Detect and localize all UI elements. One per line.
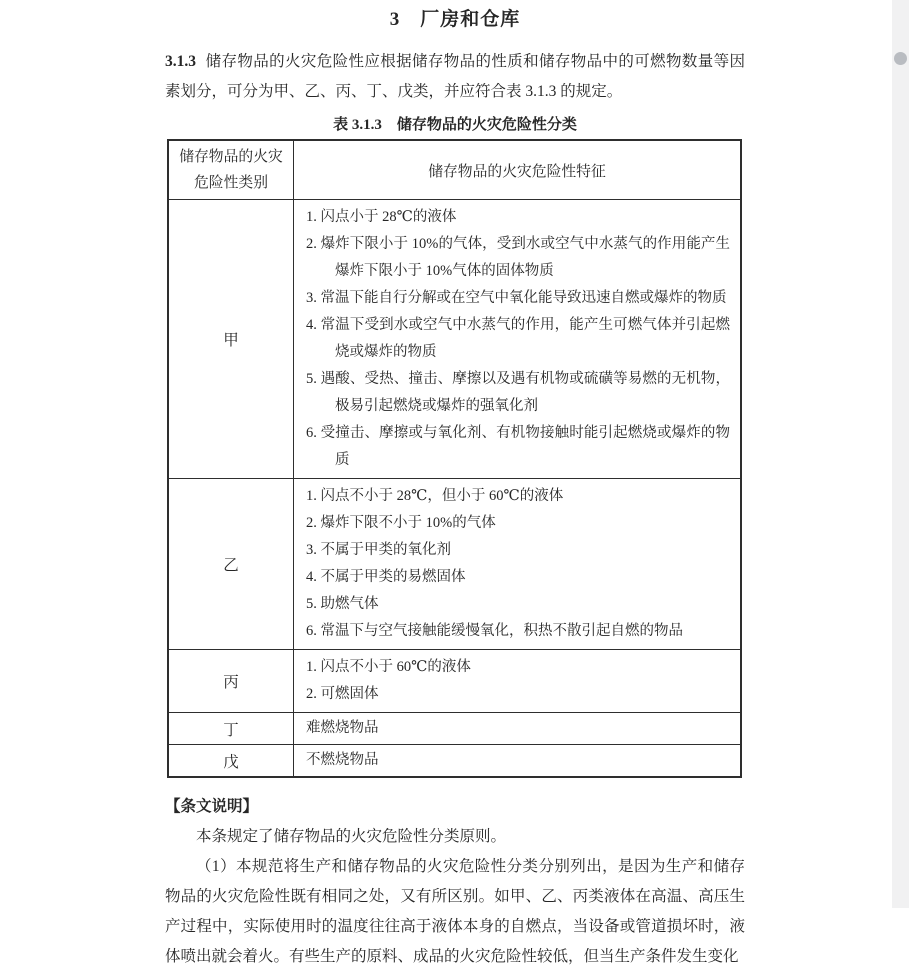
category-label: 乙: [168, 479, 294, 650]
feature-item: 6. 常温下与空气接触能缓慢氧化，积热不散引起自燃的物品: [306, 623, 683, 639]
table-row: [168, 745, 741, 778]
clause-paragraph: [165, 47, 745, 107]
feature-item: 不燃烧物品: [306, 752, 379, 768]
feature-list: [294, 200, 742, 479]
table-row: [168, 713, 741, 745]
table-caption: 表 3.1.3 储存物品的火灾危险性分类: [333, 117, 577, 133]
commentary-paragraph: （1）本规范将生产和储存物品的火灾危险性分类分别列出，是因为生产和储存物品的火灾危险性既有相同之处，又有所区别。如甲、乙、丙类液体在高温、高压生产过程中，实际使用时的温度往往高于液体本身的自燃点，当设备或管道损坏时，液体喷出就会着火。有些生产的原料、成品的火灾危险性较低，但当生产条件发生变化: [165, 858, 745, 965]
header-features: 储存物品的火灾危险性特征: [294, 140, 742, 200]
category-label: 甲: [168, 200, 294, 479]
feature-item: 3. 常温下能自行分解或在空气中氧化能导致迅速自燃或爆炸的物质: [306, 290, 727, 306]
table-row: [168, 650, 741, 713]
feature-item: 5. 遇酸、受热、撞击、摩擦以及遇有机物或硫磺等易燃的无机物，极易引起燃烧或爆炸的强氧化剂: [306, 371, 730, 414]
category-label: 丙: [168, 650, 294, 713]
table-row: [168, 200, 741, 479]
feature-item: 2. 爆炸下限小于 10%的气体，受到水或空气中水蒸气的作用能产生爆炸下限小于 10%气体的固体物质: [306, 236, 730, 279]
feature-item: 1. 闪点不小于 60℃的液体: [306, 659, 471, 675]
feature-list: [294, 479, 742, 650]
clause-text: 储存物品的火灾危险性应根据储存物品的性质和储存物品中的可燃物数量等因素划分，可分为甲、乙、丙、丁、戊类，并应符合表 3.1.3 的规定。: [165, 53, 745, 100]
scrollbar-thumb[interactable]: [894, 52, 907, 65]
feature-item: 4. 常温下受到水或空气中水蒸气的作用，能产生可燃气体并引起燃烧或爆炸的物质: [306, 317, 730, 360]
feature-item: 2. 可燃固体: [306, 686, 379, 702]
feature-item: 1. 闪点不小于 28℃，但小于 60℃的液体: [306, 488, 564, 504]
table-row: [168, 479, 741, 650]
commentary-heading: 【条文说明】: [165, 798, 259, 815]
table-header-row: [168, 140, 741, 200]
feature-list: [294, 713, 742, 745]
scrollbar-track[interactable]: [892, 0, 909, 908]
feature-list: [294, 745, 742, 778]
feature-item: 4. 不属于甲类的易燃固体: [306, 569, 466, 585]
header-category: 储存物品的火灾危险性类别: [168, 140, 294, 200]
feature-list: [294, 650, 742, 713]
feature-item: 6. 受撞击、摩擦或与氧化剂、有机物接触时能引起燃烧或爆炸的物质: [306, 425, 730, 468]
clause-number: 3.1.3: [165, 53, 196, 70]
commentary-paragraph: 本条规定了储存物品的火灾危险性分类原则。: [196, 828, 507, 845]
feature-item: 3. 不属于甲类的氧化剂: [306, 542, 451, 558]
page-title: 3 厂房和仓库: [389, 9, 521, 30]
feature-item: 难燃烧物品: [306, 720, 379, 736]
document-content: [165, 4, 745, 972]
category-label: 丁: [168, 713, 294, 745]
hazard-classification-table: [167, 139, 742, 778]
category-label: 戊: [168, 745, 294, 778]
feature-item: 2. 爆炸下限不小于 10%的气体: [306, 515, 496, 531]
feature-item: 5. 助燃气体: [306, 596, 379, 612]
feature-item: 1. 闪点小于 28℃的液体: [306, 209, 457, 225]
